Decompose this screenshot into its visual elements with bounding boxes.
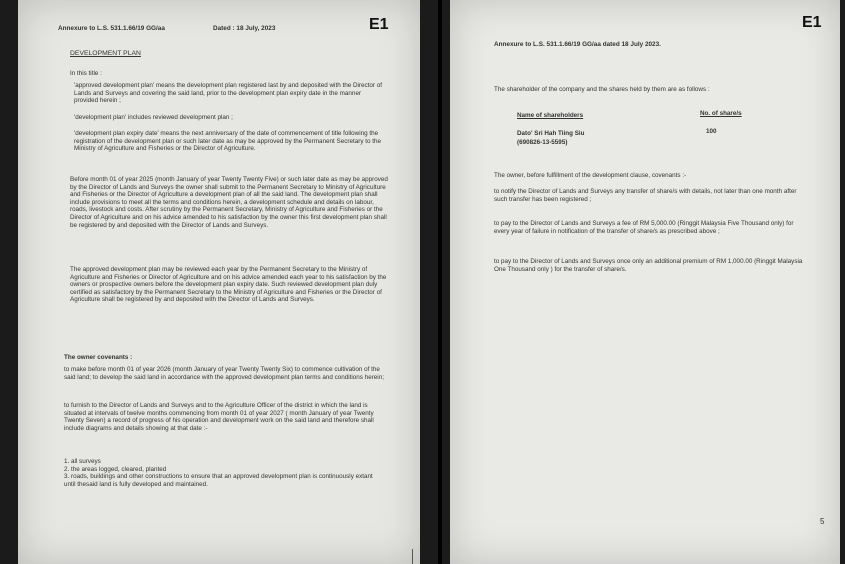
col-name-header: Name of shareholders [517, 112, 584, 119]
page-number: 5 [820, 517, 825, 526]
development-plan-title: DEVELOPMENT PLAN [70, 50, 141, 57]
definition-expiry-date: 'development plan expiry date' means the next anniversary of the date of commencement of title following the registration of the development plan or such later date as may be approved by the Permanent Secretary to the Ministry of Agriculture and Fisheries or the Director of Agriculture. [74, 130, 381, 153]
left-document-page [18, 0, 420, 564]
right-document-page [450, 0, 840, 564]
paragraph-review: The approved development plan may be reviewed each year by the Permanent Secretary to the Ministry of Agriculture and Fisheries or Director of Agriculture and on his advice amended each year to his satisfaction by the owners or prospective owners before the development plan expiry date. Such reviewed development plan duly certified as satisfactory by the Permanent Secretary to the Ministry of Agriculture and Fisheries or the Director of Agriculture shall be registered by and deposited with the Director of Lands and Surveys. [70, 266, 387, 304]
col-shares-header: No. of share/s [700, 110, 742, 117]
divider [412, 549, 413, 564]
list-item: 3. roads, buildings and other constructions to ensure that an approved development plan is continuously extant until thesaid land is fully developed and maintained. [64, 473, 373, 488]
clause-notify: to notify the Director of Lands and Surveys any transfer of share/s with details, not later than one month after such transfer has been registered ; [494, 188, 797, 203]
covenant-intro: The owner, before fulfillment of the development clause, covenants :- [494, 172, 687, 179]
right-annexure-ref: Annexure to L.S. 531.1.66/19 GG/aa dated 18 July 2023. [494, 41, 661, 48]
definition-development-plan: 'development plan' includes reviewed development plan ; [74, 114, 233, 121]
left-stamp-e1: E1 [369, 16, 389, 33]
clause-fee: to pay to the Director of Lands and Surveys a fee of RM 5,000.00 (Ringgit Malaysia Five Thousand only) for every year of failure in notification of the transfer of share/s as prescribed above ; [494, 220, 794, 235]
right-stamp-e1: E1 [802, 14, 822, 31]
left-dated: Dated : 18 July, 2023 [213, 25, 276, 32]
covenant-1: to make before month 01 of year 2026 (month January of year Twenty Twenty Six) to commence cultivation of the said land; to develop the said land in accordance with the approved development plan terms and conditions herein; [64, 366, 384, 381]
list-item: 2. the areas logged, cleared, planted [64, 465, 167, 473]
holder-shares: 100 [706, 128, 717, 135]
paragraph-before: Before month 01 of year 2025 (month January of year Twenty Twenty Five) or such later date as may be approved by the Director of Lands and Surveys the owner shall submit to the Permanent Secretary to Ministry of Agriculture and Fisheries or the Director of Agriculture a development plan of all the said land. The development plan shall include provisions to meet all the terms and conditions herein, a development schedule and details on labour, roads, livestock and costs. After scrutiny by the Permanent Secretary, Ministry of Agriculture and Fisheries or the Director of Agriculture and on his advice amended to his satisfaction by the owner this first development plan shall be registered by and deposited with the Director of Lands and Surveys. [70, 176, 388, 229]
right-photo [442, 0, 845, 564]
covenant-2: to furnish to the Director of Lands and Surveys and to the Agriculture Officer of the district in which the land is situated at intervals of twelve months commencing from month 01 of year 2027 ( month January of year Twenty Twenty Seven) a record of progress of his operation and development work on the said land and therefore shall include diagrams and details showing at that date :- [64, 402, 374, 432]
covenant-items [64, 458, 384, 488]
left-annexure-ref: Annexure to L.S. 531.1.66/19 GG/aa [58, 25, 165, 32]
list-item: 1. all surveys [64, 458, 101, 465]
owner-covenants-heading: The owner covenants : [64, 354, 133, 361]
clause-premium: to pay to the Director of Lands and Surveys once only an additional premium of RM 1,000.00 (Ringgit Malaysia One Thousand only ) for the transfer of share/s. [494, 258, 803, 273]
holder-id: (690826-13-5595) [517, 139, 568, 146]
shareholder-intro: The shareholder of the company and the shares held by them are as follows : [494, 86, 710, 93]
holder-name: Dato' Sri Hah Tiing Siu [517, 130, 585, 137]
intro-text: In this title : [70, 70, 102, 77]
definition-approved-plan: 'approved development plan' means the development plan registered last by and deposited with the Director of Lands and Surveys and covering the said land, prior to the development plan expiry date in the manner provided herein ; [74, 82, 382, 105]
